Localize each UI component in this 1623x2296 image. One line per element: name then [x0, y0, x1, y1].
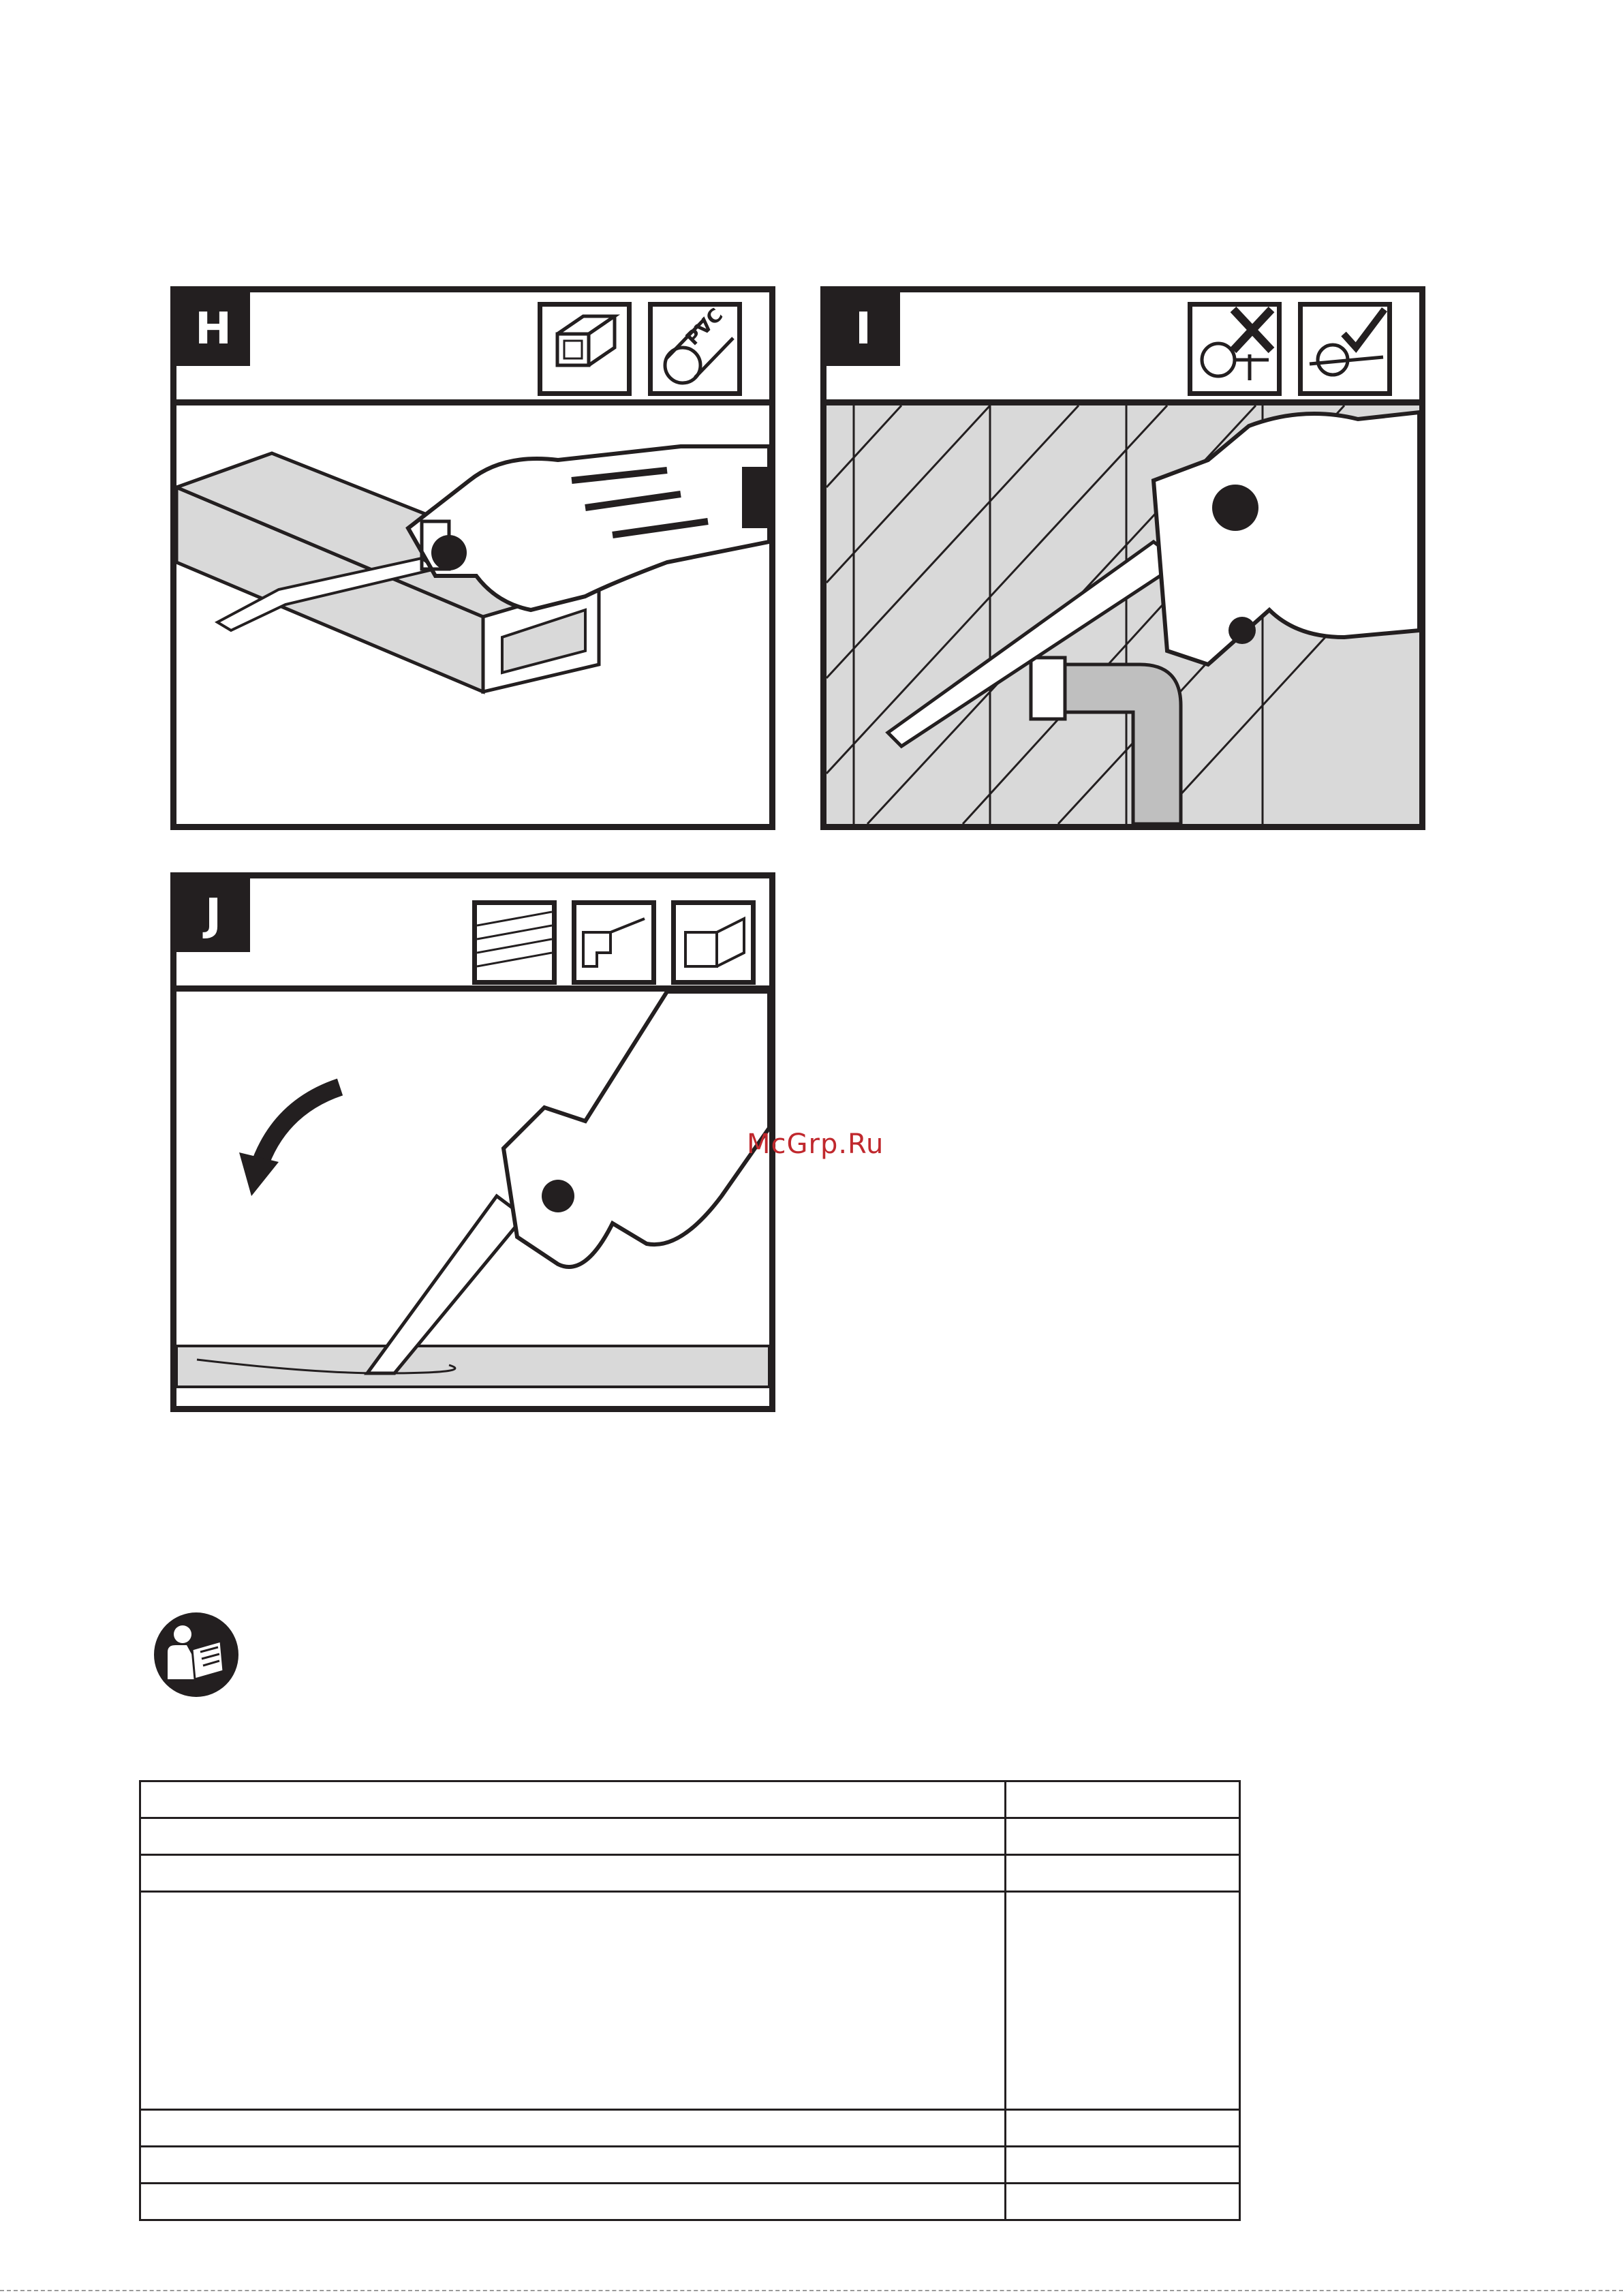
table-cell-value	[1006, 2147, 1240, 2184]
table-row	[140, 1781, 1240, 1818]
table-row	[140, 2184, 1240, 2220]
pipe-clamp-correct-icon	[1298, 302, 1392, 396]
read-manual-icon	[153, 1611, 240, 1698]
table-row	[140, 2147, 1240, 2184]
pipe-clamp-wrong-icon	[1188, 302, 1282, 396]
table-cell-label	[140, 1781, 1006, 1818]
table-cell-label	[140, 2110, 1006, 2147]
wood-correct-icon	[472, 900, 557, 985]
table-cell-value	[1006, 2184, 1240, 2220]
pvc-label: PVC	[681, 307, 728, 350]
metal-channel-wrong-icon	[572, 900, 656, 985]
panel-j-header	[176, 878, 769, 992]
panel-j	[170, 872, 775, 1412]
panel-j-letter: J	[176, 878, 250, 952]
page-bottom-rule	[0, 2290, 1623, 2291]
table-row	[140, 1892, 1240, 2110]
pvc-pipe-icon	[648, 302, 742, 396]
panel-h-header	[176, 292, 769, 405]
table-cell-label	[140, 1818, 1006, 1855]
table-row	[140, 1818, 1240, 1855]
table-cell-value	[1006, 1855, 1240, 1892]
table-cell-label	[140, 2147, 1006, 2184]
sawing-tube-illustration	[176, 405, 769, 824]
square-tube-icon	[538, 302, 632, 396]
table-row	[140, 1855, 1240, 1892]
specifications-table	[139, 1780, 1241, 2221]
panel-i-header	[826, 292, 1419, 405]
table-cell-label	[140, 1855, 1006, 1892]
flush-cut-pipe-illustration	[826, 405, 1419, 824]
plunge-cut-illustration	[176, 992, 769, 1406]
panel-h	[170, 286, 775, 830]
panel-h-letter: H	[176, 292, 250, 366]
table-cell-value	[1006, 1781, 1240, 1818]
panel-i	[820, 286, 1425, 830]
table-cell-label	[140, 2184, 1006, 2220]
table-cell-value	[1006, 1892, 1240, 2110]
table-cell-value	[1006, 1818, 1240, 1855]
watermark: McGrp.Ru	[747, 1129, 884, 1160]
table-cell-label	[140, 1892, 1006, 2110]
table-row	[140, 2110, 1240, 2147]
panel-i-letter: I	[826, 292, 900, 366]
table-cell-value	[1006, 2110, 1240, 2147]
metal-channel-wrong-icon	[671, 900, 756, 985]
